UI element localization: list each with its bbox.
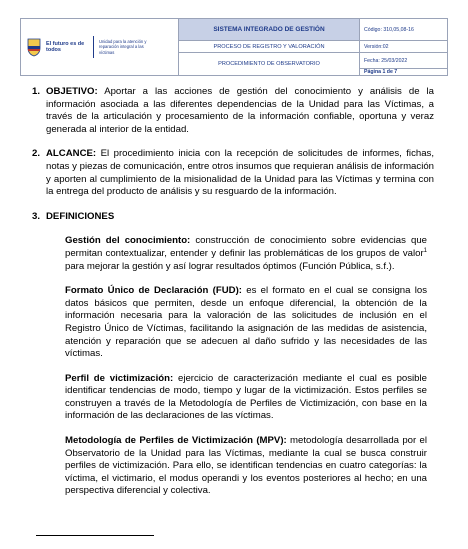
system-title: SISTEMA INTEGRADO DE GESTIÓN — [179, 19, 360, 41]
section-alcance — [32, 148, 434, 198]
definition-text: metodología desarrollada por el Observatorio de la Unidad para las Víctimas, mediante la cual se busca construir perfiles de victimización. Para ello, se identifican tendencias en cuatro categorías: la víctima, el victimario, el modus operandi y los eventos posteriores al hecho; en una perspectiva diferencial y colectiva. — [65, 435, 427, 497]
definition-text: es el formato en el cual se consigna los datos básicos que permiten, desde un enfoque diferencial, la obtención de la información necesaria para la valoración de las solicitudes de inclusión en el Registro Único de Víctimas, facilitando la asignación de las medidas de asistencia, atención y reparación que se adecuen al daño sufrido y las necesidades de las víctimas. — [65, 285, 427, 360]
logo-separator — [93, 36, 94, 58]
section-number: 2. — [32, 148, 41, 160]
footnote-separator — [36, 535, 154, 536]
definition-text: construcción de conocimiento sobre evidencias que permitan contextualizar, entender y definir las problemáticas de los grupos de valor — [65, 235, 428, 259]
definition-text: ejercicio de caracterización mediante el cual es posible identificar tendencias de modo, tiempo y lugar de la victimización. Estos perfiles se construyen a través de la Metodología de Perfiles de Victimización, con base en la información de las declaraciones de las víctimas. — [65, 372, 427, 422]
page-current: 1 — [382, 69, 386, 75]
logo — [27, 23, 172, 71]
procedure-name: PROCEDIMIENTO DE OBSERVATORIO — [179, 53, 360, 76]
document-body — [32, 86, 434, 498]
section-objetivo — [32, 86, 434, 136]
definition-text-continued: para mejorar la gestión y así lograr resultados óptimos (Función Pública, s.f.). — [65, 260, 395, 272]
definition-term: Metodología de Perfiles de Victimización (MPV): — [65, 435, 287, 447]
section-title: OBJETIVO: — [46, 86, 98, 97]
section-text: Aportar a las acciones de gestión del conocimiento y análisis de la información asociada a las diferentes dependencias de la Unidad para las Víctimas, a través de la articulación y procesamiento de la información confiable, oportuna y veraz generada al interior de la entidad. — [46, 86, 434, 135]
code-label: Código: 310,05,08-16 — [360, 19, 448, 41]
definition-term: Formato Único de Declaración (FUD): — [65, 285, 242, 297]
logo-cell — [21, 19, 179, 76]
coat-of-arms-icon — [27, 37, 41, 57]
definition-perfil-victimizacion — [65, 373, 427, 423]
definition-gestion-conocimiento — [65, 235, 427, 273]
section-title: DEFINICIONES — [46, 210, 115, 222]
page-label — [360, 69, 448, 76]
definition-term: Gestión del conocimiento: — [65, 235, 191, 247]
page-total: 7 — [394, 69, 398, 75]
document-header — [20, 18, 448, 76]
page-prefix: Página — [364, 69, 383, 75]
date-label: Fecha: 25/03/2022 — [360, 53, 448, 69]
section-title: ALCANCE: — [46, 148, 97, 160]
section-text: El procedimiento inicia con la recepción de solicitudes de informes, fichas, notas y piezas de comunicación, entre otros insumos que requieran análisis de información y aporten al cumplimiento de la misionalidad de la Unidad para las Víctimas y termina con la entrega del producto de análisis y su resguardo de la información. — [46, 148, 434, 198]
definition-mpv — [65, 435, 427, 498]
logo-entity: Unidad para la atención y reparación integral a las víctimas — [99, 39, 147, 55]
page-of: de — [385, 69, 395, 75]
definition-term: Perfil de victimización: — [65, 372, 174, 384]
section-number: 1. — [32, 86, 41, 97]
process-name: PROCESO DE REGISTRO Y VALORACIÓN — [179, 41, 360, 53]
footnote-reference: 1 — [423, 247, 427, 254]
logo-slogan: El futuro es de todos — [46, 40, 85, 53]
section-number: 3. — [32, 210, 41, 222]
version-label: Versión:02 — [360, 41, 448, 53]
section-definiciones — [32, 211, 434, 224]
definition-fud — [65, 285, 427, 361]
